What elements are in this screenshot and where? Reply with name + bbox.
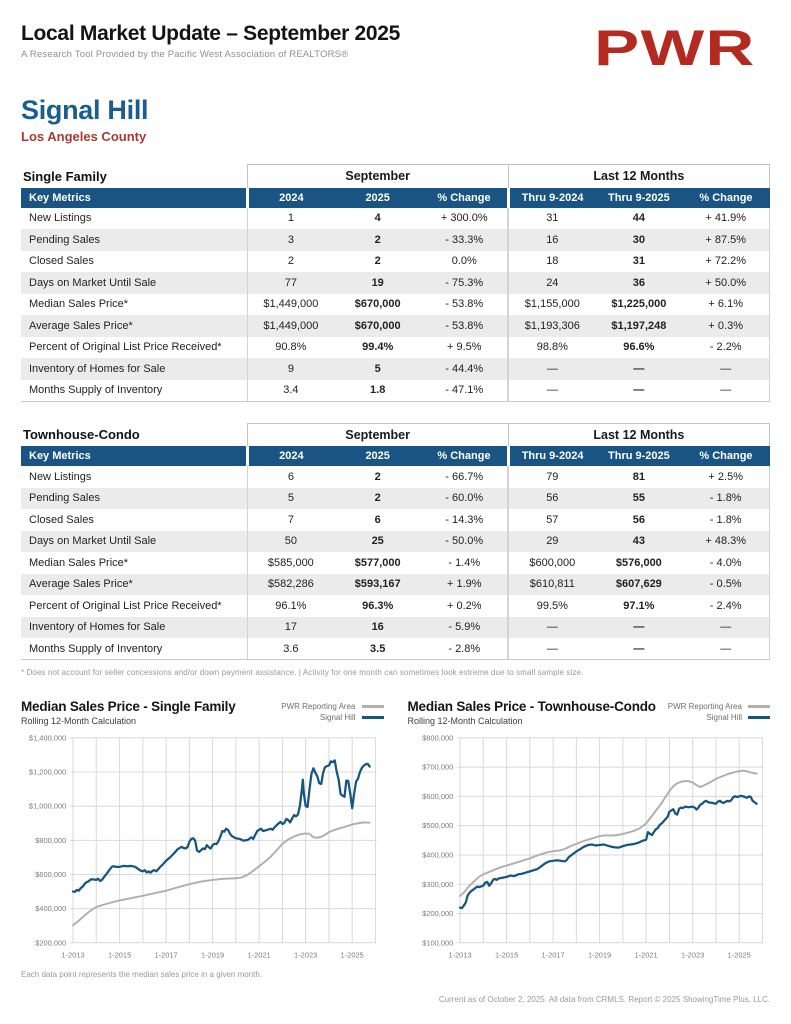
metric-value: $670,000 — [354, 298, 401, 311]
svg-text:1-2013: 1-2013 — [447, 950, 472, 960]
metric-value: 36 — [632, 276, 645, 289]
metric-value: — — [595, 380, 682, 402]
svg-text:$600,000: $600,000 — [35, 870, 67, 880]
median-price-chart-townhouse-condo — [408, 730, 771, 962]
svg-text:1-2017: 1-2017 — [540, 950, 565, 960]
metric-value: 55 — [632, 492, 645, 505]
metric-value: $610,811 — [508, 574, 595, 596]
metric-value: - 1.4% — [448, 556, 481, 569]
metric-value: 25 — [371, 535, 384, 548]
metric-label: Percent of Original List Price Received* — [29, 599, 222, 612]
metric-value: 9 — [247, 358, 334, 380]
column-header: % Change — [437, 450, 491, 462]
metric-value: 4 — [374, 212, 381, 225]
metric-value: + 300.0% — [440, 212, 488, 225]
column-header: % Change — [699, 191, 753, 204]
legend-label: PWR Reporting Area — [667, 702, 742, 711]
metric-value: 2 — [374, 492, 381, 505]
chart-titles — [21, 699, 236, 726]
table-row — [21, 638, 770, 660]
svg-text:1-2023: 1-2023 — [294, 950, 318, 960]
metric-value: $1,193,306 — [508, 315, 595, 337]
metric-value: $1,197,248 — [611, 319, 667, 332]
svg-text:$200,000: $200,000 — [421, 909, 453, 919]
county-label: Los Angeles County — [21, 129, 147, 144]
chart-title: Median Sales Price - Townhouse-Condo — [407, 699, 656, 714]
table-row — [21, 595, 770, 617]
group-header-last-12-months: Last 12 Months — [508, 423, 769, 446]
chart-note: Each data point represents the median sales price in a given month. — [21, 970, 263, 980]
metric-value: 6 — [374, 513, 381, 526]
table-row — [21, 574, 770, 596]
metric-value: 99.5% — [508, 595, 595, 617]
metric-value: $1,449,000 — [247, 294, 334, 316]
metric-value: + 2.5% — [682, 466, 769, 488]
chart-subtitle: Rolling 12-Month Calculation — [407, 716, 523, 726]
metric-value: - 60.0% — [445, 492, 484, 505]
metric-value: - 50.0% — [445, 535, 484, 548]
column-header: 2024 — [247, 188, 334, 208]
table-row — [21, 617, 770, 639]
metrics-tables — [21, 164, 770, 660]
metric-value: - 33.3% — [445, 233, 484, 246]
metric-value: 30 — [632, 233, 645, 246]
svg-text:$200,000: $200,000 — [35, 938, 67, 948]
table-row — [21, 272, 770, 294]
column-header: 2025 — [365, 450, 390, 462]
chart-subtitle: Rolling 12-Month Calculation — [21, 716, 137, 726]
report-title: Local Market Update – September 2025 — [21, 22, 401, 45]
metric-value: + 48.3% — [682, 531, 769, 553]
charts-section — [21, 699, 770, 962]
metric-value: + 1.9% — [446, 578, 482, 591]
metric-value: $577,000 — [354, 556, 401, 569]
metric-value: 77 — [247, 272, 334, 294]
column-header: % Change — [699, 450, 753, 462]
metric-value: — — [595, 638, 682, 660]
svg-text:1-2019: 1-2019 — [587, 950, 611, 960]
metric-value: 50 — [247, 531, 334, 553]
metric-value: 24 — [508, 272, 595, 294]
table-row — [21, 552, 770, 574]
metric-value: 2 — [374, 233, 381, 246]
metric-label: Average Sales Price* — [29, 578, 133, 591]
metric-label: Median Sales Price* — [29, 556, 129, 569]
metrics-table-townhouse-condo — [21, 423, 770, 661]
metric-value: 43 — [632, 535, 645, 548]
svg-text:$1,200,000: $1,200,000 — [28, 767, 67, 777]
report-header — [21, 20, 770, 76]
metric-value: — — [633, 621, 645, 634]
chart-legend — [281, 701, 383, 723]
metric-value: 79 — [508, 466, 595, 488]
metric-value: - 14.3% — [445, 513, 484, 526]
svg-text:1-2013: 1-2013 — [61, 950, 85, 960]
metric-value: 96.6% — [623, 341, 655, 354]
metric-value: 3 — [247, 229, 334, 251]
metric-label: Inventory of Homes for Sale — [29, 621, 166, 634]
column-header: Thru 9-2025 — [608, 191, 670, 204]
svg-text:1-2021: 1-2021 — [633, 950, 658, 960]
chart-block-townhouse-condo — [408, 699, 771, 962]
metrics-table-single-family — [21, 164, 770, 402]
metric-value: 57 — [508, 509, 595, 531]
metric-value: - 2.4% — [682, 595, 769, 617]
metric-label: Percent of Original List Price Received* — [29, 341, 222, 354]
metric-value: - 47.1% — [421, 380, 508, 402]
report-footer: Current as of October 2, 2025. All data from CRMLS. Report © 2025 ShowingTime Plus, LLC. — [438, 995, 770, 1005]
metric-value: 1.8 — [334, 380, 421, 402]
metric-value: 3.5 — [334, 638, 421, 660]
metric-label: Months Supply of Inventory — [21, 638, 247, 660]
column-header: 2025 — [365, 191, 390, 204]
metric-value: 16 — [508, 229, 595, 251]
report-header-text — [21, 22, 400, 60]
legend-line-swatch — [748, 716, 770, 719]
svg-text:1-2017: 1-2017 — [154, 950, 178, 960]
svg-text:1-2019: 1-2019 — [200, 950, 225, 960]
section-title-townhouse-condo: Townhouse-Condo — [23, 427, 140, 442]
metric-value: + 72.2% — [682, 251, 769, 273]
metric-value: - 1.8% — [682, 488, 769, 510]
table-row — [21, 337, 770, 359]
column-header: Thru 9-2024 — [508, 446, 595, 466]
svg-text:$800,000: $800,000 — [35, 835, 67, 845]
svg-text:$400,000: $400,000 — [421, 850, 453, 860]
column-header: Thru 9-2024 — [508, 188, 595, 208]
metric-value: $670,000 — [354, 319, 401, 332]
metric-value: + 87.5% — [682, 229, 769, 251]
metric-value: $585,000 — [247, 552, 334, 574]
column-header: % Change — [437, 191, 491, 204]
metric-value: — — [682, 380, 769, 402]
metric-value: + 6.1% — [682, 294, 769, 316]
table-row — [21, 488, 770, 510]
metric-value: $607,629 — [615, 578, 662, 591]
metric-value: — — [682, 638, 769, 660]
table-row — [21, 208, 770, 230]
legend-entry — [281, 712, 383, 723]
metric-value: - 4.0% — [682, 552, 769, 574]
metric-value: $582,286 — [247, 574, 334, 596]
metric-value: 56 — [508, 488, 595, 510]
metric-value: 96.3% — [362, 599, 394, 612]
report-subtitle: A Research Tool Provided by the Pacific West Association of REALTORS® — [21, 49, 349, 60]
svg-text:1-2015: 1-2015 — [494, 950, 518, 960]
chart-titles — [408, 699, 656, 726]
metric-value: 0.0% — [451, 255, 477, 268]
table-row — [21, 315, 770, 337]
metric-value: — — [508, 638, 595, 660]
svg-text:$700,000: $700,000 — [421, 762, 453, 772]
chart-block-single-family — [21, 699, 384, 962]
area-title: Signal Hill — [21, 95, 149, 125]
table-row — [21, 358, 770, 380]
metric-label: Closed Sales — [29, 255, 94, 268]
metric-value: $576,000 — [615, 556, 662, 569]
metric-value: 96.1% — [247, 595, 334, 617]
metric-value: + 9.5% — [446, 341, 482, 354]
metric-value: — — [508, 380, 595, 402]
metric-value: $1,449,000 — [247, 315, 334, 337]
legend-line-swatch — [362, 705, 384, 708]
median-price-chart-single-family — [21, 730, 384, 962]
metric-value: 6 — [247, 466, 334, 488]
legend-line-swatch — [748, 705, 770, 708]
metric-value: - 75.3% — [445, 276, 484, 289]
metric-value: 5 — [374, 362, 381, 375]
metric-value: 2 — [374, 255, 381, 268]
svg-text:1-2023: 1-2023 — [680, 950, 704, 960]
column-header: Key Metrics — [29, 450, 91, 462]
metric-value: 31 — [632, 255, 645, 268]
metric-value: - 53.8% — [445, 298, 484, 311]
metric-value: — — [508, 358, 595, 380]
chart-header — [408, 699, 771, 726]
table-row — [21, 229, 770, 251]
chart-legend — [668, 701, 770, 723]
chart-title: Median Sales Price - Single Family — [21, 699, 236, 714]
metric-value: - 66.7% — [445, 470, 484, 483]
metric-label: Median Sales Price* — [29, 298, 129, 311]
metric-value: — — [508, 617, 595, 639]
metric-value: 19 — [371, 276, 384, 289]
metric-label: Closed Sales — [29, 513, 94, 526]
metric-value: 97.1% — [623, 599, 655, 612]
metric-value: $1,155,000 — [508, 294, 595, 316]
metric-value: - 0.5% — [682, 574, 769, 596]
legend-label: Signal Hill — [319, 713, 356, 722]
svg-text:1-2021: 1-2021 — [247, 950, 271, 960]
group-header-september: September — [247, 165, 508, 188]
group-header-september: September — [247, 423, 508, 446]
metric-value: 56 — [632, 513, 645, 526]
table-footnote: * Does not account for seller concessions and/or down payment assistance. | Activity for one month can sometimes look extreme due to small sample size. — [21, 668, 584, 677]
metric-value: + 0.2% — [446, 599, 482, 612]
svg-text:$300,000: $300,000 — [421, 879, 453, 889]
section-title-single-family: Single Family — [23, 168, 107, 184]
table-row — [21, 531, 770, 553]
metric-label: Days on Market Until Sale — [29, 535, 157, 548]
metric-value: 29 — [508, 531, 595, 553]
legend-entry — [281, 701, 383, 712]
metric-value: 18 — [508, 251, 595, 273]
table-row — [21, 380, 770, 402]
metric-label: Pending Sales — [29, 233, 100, 246]
metric-value: 44 — [632, 212, 645, 225]
metric-value: + 41.9% — [682, 208, 769, 230]
metric-value: — — [682, 358, 769, 380]
legend-line-swatch — [362, 716, 384, 719]
metric-value: $1,225,000 — [611, 298, 667, 311]
metric-label: Pending Sales — [29, 492, 100, 505]
metric-value: - 44.4% — [445, 362, 484, 375]
metric-value: - 2.8% — [421, 638, 508, 660]
pwr-logo: PWR — [594, 20, 756, 76]
metric-value: - 5.9% — [448, 621, 481, 634]
column-header: 2024 — [247, 446, 334, 466]
metric-value: 16 — [371, 621, 384, 634]
svg-text:$1,400,000: $1,400,000 — [28, 733, 67, 743]
metric-value: 5 — [247, 488, 334, 510]
metric-value: 81 — [632, 470, 645, 483]
metric-value: $600,000 — [508, 552, 595, 574]
metric-value: - 1.8% — [682, 509, 769, 531]
chart-header — [21, 699, 384, 726]
legend-label: Signal Hill — [706, 713, 742, 722]
metric-label: New Listings — [29, 212, 92, 225]
svg-text:$1,000,000: $1,000,000 — [28, 801, 67, 811]
metric-value: 99.4% — [362, 341, 394, 354]
table-row — [21, 509, 770, 531]
metric-value: 2 — [374, 470, 381, 483]
metric-value: — — [633, 362, 645, 375]
metric-label: Months Supply of Inventory — [21, 380, 247, 402]
svg-text:1-2025: 1-2025 — [727, 950, 751, 960]
metric-value: 98.8% — [508, 337, 595, 359]
metric-label: New Listings — [29, 470, 92, 483]
column-header: Key Metrics — [29, 191, 91, 204]
metric-value: 3.6 — [247, 638, 334, 660]
metric-value: 3.4 — [247, 380, 334, 402]
legend-entry — [668, 701, 770, 712]
legend-entry — [668, 712, 770, 723]
metric-label: Inventory of Homes for Sale — [29, 362, 166, 375]
column-header: Thru 9-2025 — [608, 450, 670, 462]
metric-value: 7 — [247, 509, 334, 531]
svg-text:$800,000: $800,000 — [421, 733, 453, 743]
svg-text:$400,000: $400,000 — [35, 904, 67, 914]
metric-value: — — [682, 617, 769, 639]
metric-value: $593,167 — [354, 578, 401, 591]
svg-text:$500,000: $500,000 — [421, 821, 453, 831]
svg-text:1-2025: 1-2025 — [340, 950, 364, 960]
metric-value: 2 — [247, 251, 334, 273]
table-row — [21, 294, 770, 316]
group-header-last-12-months: Last 12 Months — [508, 165, 769, 188]
svg-text:$100,000: $100,000 — [421, 938, 453, 948]
svg-text:1-2015: 1-2015 — [107, 950, 132, 960]
metric-value: 1 — [247, 208, 334, 230]
metric-value: - 2.2% — [682, 337, 769, 359]
metric-value: - 53.8% — [445, 319, 484, 332]
metric-value: 17 — [247, 617, 334, 639]
metric-label: Days on Market Until Sale — [29, 276, 157, 289]
svg-text:$600,000: $600,000 — [421, 791, 453, 801]
metric-value: 31 — [508, 208, 595, 230]
legend-label: PWR Reporting Area — [281, 702, 356, 711]
metric-value: + 0.3% — [682, 315, 769, 337]
table-row — [21, 251, 770, 273]
table-row — [21, 466, 770, 488]
metric-label: Average Sales Price* — [29, 319, 133, 332]
metric-value: 90.8% — [247, 337, 334, 359]
metric-value: + 50.0% — [682, 272, 769, 294]
